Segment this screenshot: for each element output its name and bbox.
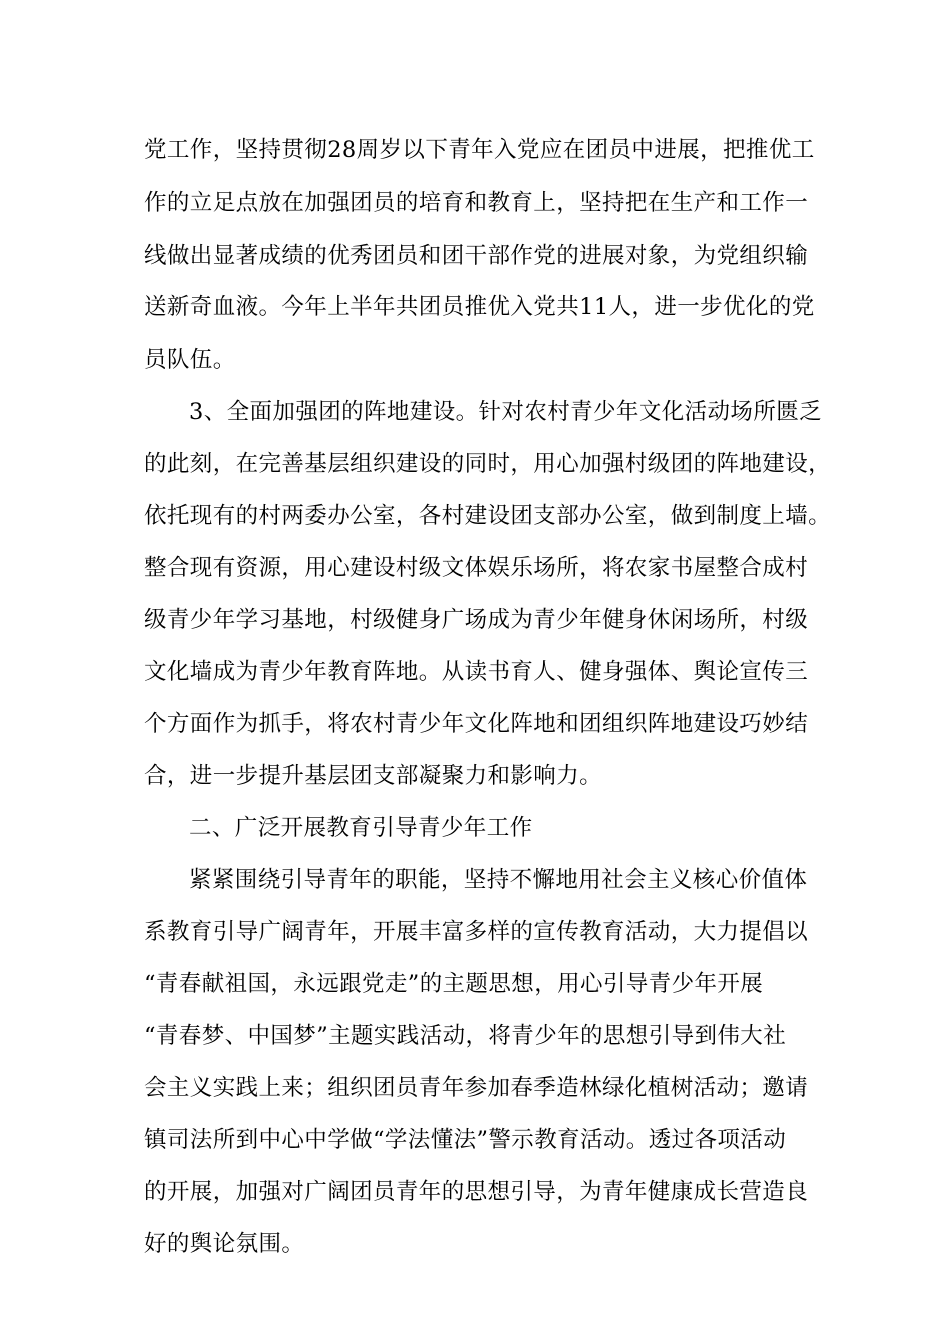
text-line: 送新奇血液。今年上半年共团员推优入党共11人，进一步优化的党 [144, 294, 815, 320]
section-item-3-heading: 3、全面加强团的阵地建设。针对农村青少年文化活动场所匮乏 [189, 399, 823, 425]
text-line: 个方面作为抓手，将农村青少年文化阵地和团组织阵地建设巧妙结 [144, 711, 809, 737]
text-line: 线做出显著成绩的优秀团员和团干部作党的进展对象，为党组织输 [144, 243, 809, 269]
text-line: 会主义实践上来；组织团员青年参加春季造林绿化植树活动；邀请 [144, 1075, 809, 1101]
text-line: 员队伍。 [144, 347, 236, 373]
text-line: 整合现有资源，用心建设村级文体娱乐场所，将农家书屋整合成村 [144, 555, 809, 581]
text-line: 依托现有的村两委办公室，各村建设团支部办公室，做到制度上墙。 [144, 503, 832, 529]
text-line: 好的舆论氛围。 [144, 1231, 305, 1257]
text-line: 紧紧围绕引导青年的职能，坚持不懈地用社会主义核心价值体 [189, 867, 808, 893]
text-line: 的此刻，在完善基层组织建设的同时，用心加强村级团的阵地建设， [144, 451, 832, 477]
text-line: 镇司法所到中心中学做“学法懂法”警示教育活动。透过各项活动 [144, 1127, 787, 1153]
text-line: 系教育引导广阔青年，开展丰富多样的宣传教育活动，大力提倡以 [144, 919, 809, 945]
text-line: 的开展，加强对广阔团员青年的思想引导，为青年健康成长营造良 [144, 1179, 809, 1205]
text-line: “青春梦、中国梦”主题实践活动，将青少年的思想引导到伟大社 [144, 1023, 787, 1049]
text-line: 党工作，坚持贯彻28周岁以下青年入党应在团员中进展，把推优工 [144, 137, 815, 163]
text-line: 文化墙成为青少年教育阵地。从读书育人、健身强体、舆论宣传三 [144, 659, 809, 685]
text-line: 作的立足点放在加强团员的培育和教育上，坚持把在生产和工作一 [144, 190, 809, 216]
text-line: 合，进一步提升基层团支部凝聚力和影响力。 [144, 763, 603, 789]
text-line: “青春献祖国，永远跟党走”的主题思想，用心引导青少年开展 [144, 971, 764, 997]
section-two-heading: 二、广泛开展教育引导青少年工作 [189, 815, 533, 841]
text-line: 级青少年学习基地，村级健身广场成为青少年健身休闲场所，村级 [144, 607, 809, 633]
